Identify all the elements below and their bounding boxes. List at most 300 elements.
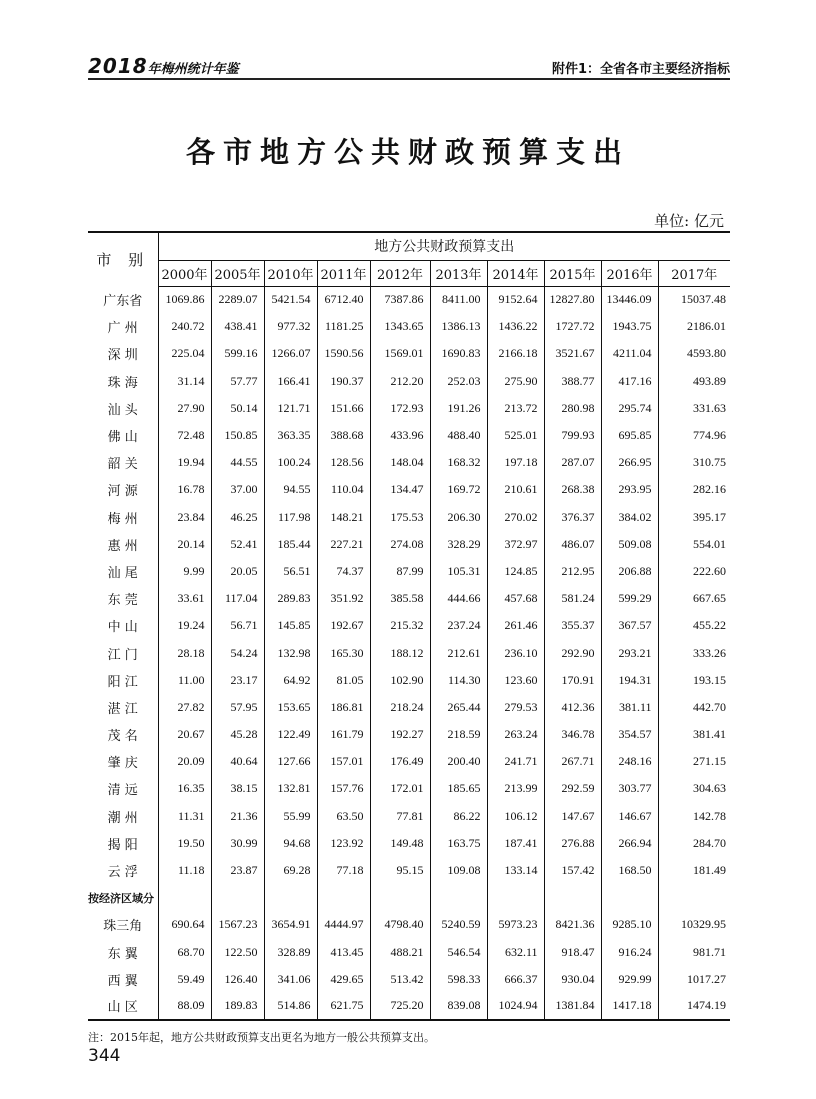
value-cell: 367.57 — [601, 612, 658, 639]
table-row — [88, 476, 730, 503]
value-cell: 27.90 — [158, 395, 211, 422]
value-cell: 150.85 — [211, 422, 264, 449]
year-header: 2012年 — [370, 260, 430, 286]
value-cell: 11.18 — [158, 857, 211, 884]
row-label: 珠 海 — [88, 368, 158, 395]
value-cell: 148.04 — [370, 449, 430, 476]
value-cell: 5421.54 — [264, 286, 317, 313]
value-cell: 94.68 — [264, 830, 317, 857]
table-row — [88, 639, 730, 666]
value-cell: 799.93 — [544, 422, 601, 449]
value-cell: 37.00 — [211, 476, 264, 503]
empty-cell — [544, 884, 601, 911]
value-cell: 15037.48 — [658, 286, 730, 313]
value-cell: 114.30 — [430, 667, 487, 694]
value-cell: 20.09 — [158, 748, 211, 775]
value-cell: 77.81 — [370, 803, 430, 830]
value-cell: 328.29 — [430, 531, 487, 558]
table-row — [88, 993, 730, 1020]
year-header: 2017年 — [658, 260, 730, 286]
value-cell: 774.96 — [658, 422, 730, 449]
table-row — [88, 939, 730, 966]
value-cell: 109.08 — [430, 857, 487, 884]
value-cell: 149.48 — [370, 830, 430, 857]
value-cell: 44.55 — [211, 449, 264, 476]
value-cell: 1024.94 — [487, 993, 544, 1020]
value-cell: 124.85 — [487, 558, 544, 585]
value-cell: 192.67 — [317, 612, 370, 639]
value-cell: 33.61 — [158, 585, 211, 612]
value-cell: 930.04 — [544, 966, 601, 993]
row-label: 西 翼 — [88, 966, 158, 993]
value-cell: 455.22 — [658, 612, 730, 639]
value-cell: 1181.25 — [317, 313, 370, 340]
section-label: 按经济区域分 — [88, 884, 158, 911]
table-row — [88, 857, 730, 884]
value-cell: 488.40 — [430, 422, 487, 449]
value-cell: 666.37 — [487, 966, 544, 993]
empty-cell — [264, 884, 317, 911]
expenditure-table — [88, 231, 730, 1021]
value-cell: 12827.80 — [544, 286, 601, 313]
value-cell: 145.85 — [264, 612, 317, 639]
section-title: 附件1：全省各市主要经济指标 — [551, 62, 730, 77]
value-cell: 212.95 — [544, 558, 601, 585]
value-cell: 695.85 — [601, 422, 658, 449]
value-cell: 54.24 — [211, 639, 264, 666]
value-cell: 444.66 — [430, 585, 487, 612]
value-cell: 127.66 — [264, 748, 317, 775]
row-label: 揭 阳 — [88, 830, 158, 857]
yearbook-name: 年梅州统计年鉴 — [147, 62, 239, 77]
value-cell: 977.32 — [264, 313, 317, 340]
value-cell: 4444.97 — [317, 911, 370, 938]
value-cell: 27.82 — [158, 694, 211, 721]
value-cell: 222.60 — [658, 558, 730, 585]
value-cell: 384.02 — [601, 504, 658, 531]
value-cell: 23.17 — [211, 667, 264, 694]
row-label: 广东省 — [88, 286, 158, 313]
table-row — [88, 422, 730, 449]
value-cell: 46.25 — [211, 504, 264, 531]
value-cell: 157.76 — [317, 775, 370, 802]
empty-cell — [658, 884, 730, 911]
value-cell: 176.49 — [370, 748, 430, 775]
value-cell: 9.99 — [158, 558, 211, 585]
value-cell: 126.40 — [211, 966, 264, 993]
value-cell: 279.53 — [487, 694, 544, 721]
value-cell: 388.77 — [544, 368, 601, 395]
value-cell: 95.15 — [370, 857, 430, 884]
value-cell: 170.91 — [544, 667, 601, 694]
value-cell: 132.98 — [264, 639, 317, 666]
value-cell: 328.89 — [264, 939, 317, 966]
value-cell: 11.31 — [158, 803, 211, 830]
value-cell: 270.02 — [487, 504, 544, 531]
year-header: 2014年 — [487, 260, 544, 286]
value-cell: 38.15 — [211, 775, 264, 802]
value-cell: 165.30 — [317, 639, 370, 666]
table-row — [88, 966, 730, 993]
value-cell: 45.28 — [211, 721, 264, 748]
footnote: 注：2015年起，地方公共财政预算支出更名为地方一般公共预算支出。 — [88, 1031, 435, 1044]
value-cell: 50.14 — [211, 395, 264, 422]
table-row — [88, 667, 730, 694]
value-cell: 292.59 — [544, 775, 601, 802]
value-cell: 123.92 — [317, 830, 370, 857]
value-cell: 157.01 — [317, 748, 370, 775]
value-cell: 28.18 — [158, 639, 211, 666]
row-label: 肇 庆 — [88, 748, 158, 775]
value-cell: 3654.91 — [264, 911, 317, 938]
table-row — [88, 286, 730, 313]
value-cell: 23.87 — [211, 857, 264, 884]
value-cell: 77.18 — [317, 857, 370, 884]
value-cell: 19.94 — [158, 449, 211, 476]
year-header: 2010年 — [264, 260, 317, 286]
value-cell: 1343.65 — [370, 313, 430, 340]
value-cell: 2289.07 — [211, 286, 264, 313]
value-cell: 31.14 — [158, 368, 211, 395]
row-label: 潮 州 — [88, 803, 158, 830]
value-cell: 110.04 — [317, 476, 370, 503]
value-cell: 193.15 — [658, 667, 730, 694]
value-cell: 148.21 — [317, 504, 370, 531]
value-cell: 64.92 — [264, 667, 317, 694]
value-cell: 509.08 — [601, 531, 658, 558]
value-cell: 929.99 — [601, 966, 658, 993]
empty-cell — [601, 884, 658, 911]
value-cell: 295.74 — [601, 395, 658, 422]
empty-cell — [370, 884, 430, 911]
value-cell: 1017.27 — [658, 966, 730, 993]
value-cell: 87.99 — [370, 558, 430, 585]
value-cell: 69.28 — [264, 857, 317, 884]
value-cell: 56.51 — [264, 558, 317, 585]
value-cell: 172.93 — [370, 395, 430, 422]
value-cell: 248.16 — [601, 748, 658, 775]
value-cell: 121.71 — [264, 395, 317, 422]
value-cell: 417.16 — [601, 368, 658, 395]
value-cell: 168.50 — [601, 857, 658, 884]
value-cell: 19.24 — [158, 612, 211, 639]
value-cell: 4593.80 — [658, 340, 730, 367]
value-cell: 63.50 — [317, 803, 370, 830]
value-cell: 632.11 — [487, 939, 544, 966]
value-cell: 554.01 — [658, 531, 730, 558]
value-cell: 168.32 — [430, 449, 487, 476]
value-cell: 433.96 — [370, 422, 430, 449]
value-cell: 690.64 — [158, 911, 211, 938]
value-cell: 20.05 — [211, 558, 264, 585]
value-cell: 132.81 — [264, 775, 317, 802]
value-cell: 187.41 — [487, 830, 544, 857]
value-cell: 351.92 — [317, 585, 370, 612]
value-cell: 1569.01 — [370, 340, 430, 367]
row-label: 山 区 — [88, 993, 158, 1020]
value-cell: 274.08 — [370, 531, 430, 558]
value-cell: 395.17 — [658, 504, 730, 531]
value-cell: 5973.23 — [487, 911, 544, 938]
value-cell: 133.14 — [487, 857, 544, 884]
value-cell: 81.05 — [317, 667, 370, 694]
value-cell: 206.30 — [430, 504, 487, 531]
value-cell: 86.22 — [430, 803, 487, 830]
value-cell: 513.42 — [370, 966, 430, 993]
table-row — [88, 830, 730, 857]
yearbook-year: 2018 — [88, 54, 148, 78]
value-cell: 197.18 — [487, 449, 544, 476]
value-cell: 166.41 — [264, 368, 317, 395]
value-cell: 212.20 — [370, 368, 430, 395]
expenditure-span-header: 地方公共财政预算支出 — [158, 232, 730, 260]
value-cell: 621.75 — [317, 993, 370, 1020]
value-cell: 341.06 — [264, 966, 317, 993]
value-cell: 237.24 — [430, 612, 487, 639]
value-cell: 192.27 — [370, 721, 430, 748]
value-cell: 102.90 — [370, 667, 430, 694]
row-label: 江 门 — [88, 639, 158, 666]
value-cell: 268.38 — [544, 476, 601, 503]
value-cell: 191.26 — [430, 395, 487, 422]
value-cell: 68.70 — [158, 939, 211, 966]
value-cell: 1567.23 — [211, 911, 264, 938]
value-cell: 981.71 — [658, 939, 730, 966]
value-cell: 293.21 — [601, 639, 658, 666]
value-cell: 252.03 — [430, 368, 487, 395]
value-cell: 200.40 — [430, 748, 487, 775]
row-label: 湛 江 — [88, 694, 158, 721]
row-label: 东 翼 — [88, 939, 158, 966]
value-cell: 117.04 — [211, 585, 264, 612]
value-cell: 581.24 — [544, 585, 601, 612]
value-cell: 161.79 — [317, 721, 370, 748]
value-cell: 546.54 — [430, 939, 487, 966]
value-cell: 185.44 — [264, 531, 317, 558]
year-header-row — [88, 260, 730, 286]
value-cell: 388.68 — [317, 422, 370, 449]
value-cell: 55.99 — [264, 803, 317, 830]
value-cell: 488.21 — [370, 939, 430, 966]
value-cell: 293.95 — [601, 476, 658, 503]
value-cell: 57.95 — [211, 694, 264, 721]
table-row — [88, 748, 730, 775]
value-cell: 376.37 — [544, 504, 601, 531]
table-row — [88, 340, 730, 367]
value-cell: 225.04 — [158, 340, 211, 367]
table-row — [88, 721, 730, 748]
value-cell: 122.49 — [264, 721, 317, 748]
value-cell: 72.48 — [158, 422, 211, 449]
value-cell: 10329.95 — [658, 911, 730, 938]
value-cell: 354.57 — [601, 721, 658, 748]
year-header: 2016年 — [601, 260, 658, 286]
value-cell: 1943.75 — [601, 313, 658, 340]
value-cell: 94.55 — [264, 476, 317, 503]
value-cell: 493.89 — [658, 368, 730, 395]
yearbook-title — [88, 54, 239, 78]
value-cell: 190.37 — [317, 368, 370, 395]
value-cell: 88.09 — [158, 993, 211, 1020]
value-cell: 1690.83 — [430, 340, 487, 367]
value-cell: 514.86 — [264, 993, 317, 1020]
value-cell: 21.36 — [211, 803, 264, 830]
row-label: 汕 尾 — [88, 558, 158, 585]
row-label: 梅 州 — [88, 504, 158, 531]
table-row — [88, 694, 730, 721]
value-cell: 267.71 — [544, 748, 601, 775]
value-cell: 215.32 — [370, 612, 430, 639]
city-column-header: 市 别 — [88, 232, 158, 286]
value-cell: 20.67 — [158, 721, 211, 748]
value-cell: 74.37 — [317, 558, 370, 585]
empty-cell — [158, 884, 211, 911]
value-cell: 381.41 — [658, 721, 730, 748]
row-label: 清 远 — [88, 775, 158, 802]
value-cell: 175.53 — [370, 504, 430, 531]
table-row — [88, 313, 730, 340]
value-cell: 457.68 — [487, 585, 544, 612]
value-cell: 172.01 — [370, 775, 430, 802]
value-cell: 153.65 — [264, 694, 317, 721]
value-cell: 1474.19 — [658, 993, 730, 1020]
value-cell: 52.41 — [211, 531, 264, 558]
table-row — [88, 449, 730, 476]
row-label: 中 山 — [88, 612, 158, 639]
value-cell: 292.90 — [544, 639, 601, 666]
row-label: 深 圳 — [88, 340, 158, 367]
row-label: 东 莞 — [88, 585, 158, 612]
table-body — [88, 286, 730, 1020]
value-cell: 147.67 — [544, 803, 601, 830]
value-cell: 227.21 — [317, 531, 370, 558]
value-cell: 1381.84 — [544, 993, 601, 1020]
value-cell: 266.95 — [601, 449, 658, 476]
value-cell: 6712.40 — [317, 286, 370, 313]
value-cell: 839.08 — [430, 993, 487, 1020]
value-cell: 218.24 — [370, 694, 430, 721]
value-cell: 213.72 — [487, 395, 544, 422]
value-cell: 442.70 — [658, 694, 730, 721]
value-cell: 117.98 — [264, 504, 317, 531]
value-cell: 486.07 — [544, 531, 601, 558]
table-row — [88, 585, 730, 612]
year-header: 2015年 — [544, 260, 601, 286]
value-cell: 2186.01 — [658, 313, 730, 340]
value-cell: 9152.64 — [487, 286, 544, 313]
value-cell: 185.65 — [430, 775, 487, 802]
value-cell: 213.99 — [487, 775, 544, 802]
row-label: 阳 江 — [88, 667, 158, 694]
value-cell: 4798.40 — [370, 911, 430, 938]
value-cell: 13446.09 — [601, 286, 658, 313]
year-header: 2013年 — [430, 260, 487, 286]
value-cell: 100.24 — [264, 449, 317, 476]
value-cell: 725.20 — [370, 993, 430, 1020]
value-cell: 206.88 — [601, 558, 658, 585]
value-cell: 667.65 — [658, 585, 730, 612]
year-header: 2011年 — [317, 260, 370, 286]
value-cell: 276.88 — [544, 830, 601, 857]
value-cell: 599.16 — [211, 340, 264, 367]
value-cell: 106.12 — [487, 803, 544, 830]
value-cell: 275.90 — [487, 368, 544, 395]
empty-cell — [317, 884, 370, 911]
value-cell: 8421.36 — [544, 911, 601, 938]
value-cell: 4211.04 — [601, 340, 658, 367]
value-cell: 331.63 — [658, 395, 730, 422]
value-cell: 105.31 — [430, 558, 487, 585]
year-header: 2000年 — [158, 260, 211, 286]
value-cell: 303.77 — [601, 775, 658, 802]
value-cell: 169.72 — [430, 476, 487, 503]
value-cell: 186.81 — [317, 694, 370, 721]
value-cell: 218.59 — [430, 721, 487, 748]
value-cell: 333.26 — [658, 639, 730, 666]
value-cell: 188.12 — [370, 639, 430, 666]
value-cell: 385.58 — [370, 585, 430, 612]
table-row — [88, 504, 730, 531]
value-cell: 598.33 — [430, 966, 487, 993]
value-cell: 122.50 — [211, 939, 264, 966]
value-cell: 363.35 — [264, 422, 317, 449]
value-cell: 56.71 — [211, 612, 264, 639]
value-cell: 9285.10 — [601, 911, 658, 938]
value-cell: 123.60 — [487, 667, 544, 694]
value-cell: 1266.07 — [264, 340, 317, 367]
value-cell: 57.77 — [211, 368, 264, 395]
value-cell: 240.72 — [158, 313, 211, 340]
unit-label: 单位: 亿元 — [654, 212, 724, 230]
value-cell: 23.84 — [158, 504, 211, 531]
table-row — [88, 775, 730, 802]
row-label: 广 州 — [88, 313, 158, 340]
value-cell: 236.10 — [487, 639, 544, 666]
value-cell: 194.31 — [601, 667, 658, 694]
value-cell: 261.46 — [487, 612, 544, 639]
value-cell: 7387.86 — [370, 286, 430, 313]
section-row — [88, 884, 730, 911]
value-cell: 5240.59 — [430, 911, 487, 938]
value-cell: 438.41 — [211, 313, 264, 340]
table-row — [88, 803, 730, 830]
value-cell: 271.15 — [658, 748, 730, 775]
value-cell: 128.56 — [317, 449, 370, 476]
value-cell: 412.36 — [544, 694, 601, 721]
value-cell: 1590.56 — [317, 340, 370, 367]
value-cell: 210.61 — [487, 476, 544, 503]
value-cell: 266.94 — [601, 830, 658, 857]
table-row — [88, 558, 730, 585]
table-row — [88, 395, 730, 422]
value-cell: 16.35 — [158, 775, 211, 802]
value-cell: 142.78 — [658, 803, 730, 830]
value-cell: 1386.13 — [430, 313, 487, 340]
value-cell: 151.66 — [317, 395, 370, 422]
value-cell: 59.49 — [158, 966, 211, 993]
page-number: 344 — [88, 1046, 121, 1066]
value-cell: 163.75 — [430, 830, 487, 857]
value-cell: 304.63 — [658, 775, 730, 802]
value-cell: 40.64 — [211, 748, 264, 775]
row-label: 惠 州 — [88, 531, 158, 558]
running-header — [88, 52, 730, 80]
value-cell: 429.65 — [317, 966, 370, 993]
value-cell: 289.83 — [264, 585, 317, 612]
value-cell: 346.78 — [544, 721, 601, 748]
value-cell: 282.16 — [658, 476, 730, 503]
empty-cell — [487, 884, 544, 911]
